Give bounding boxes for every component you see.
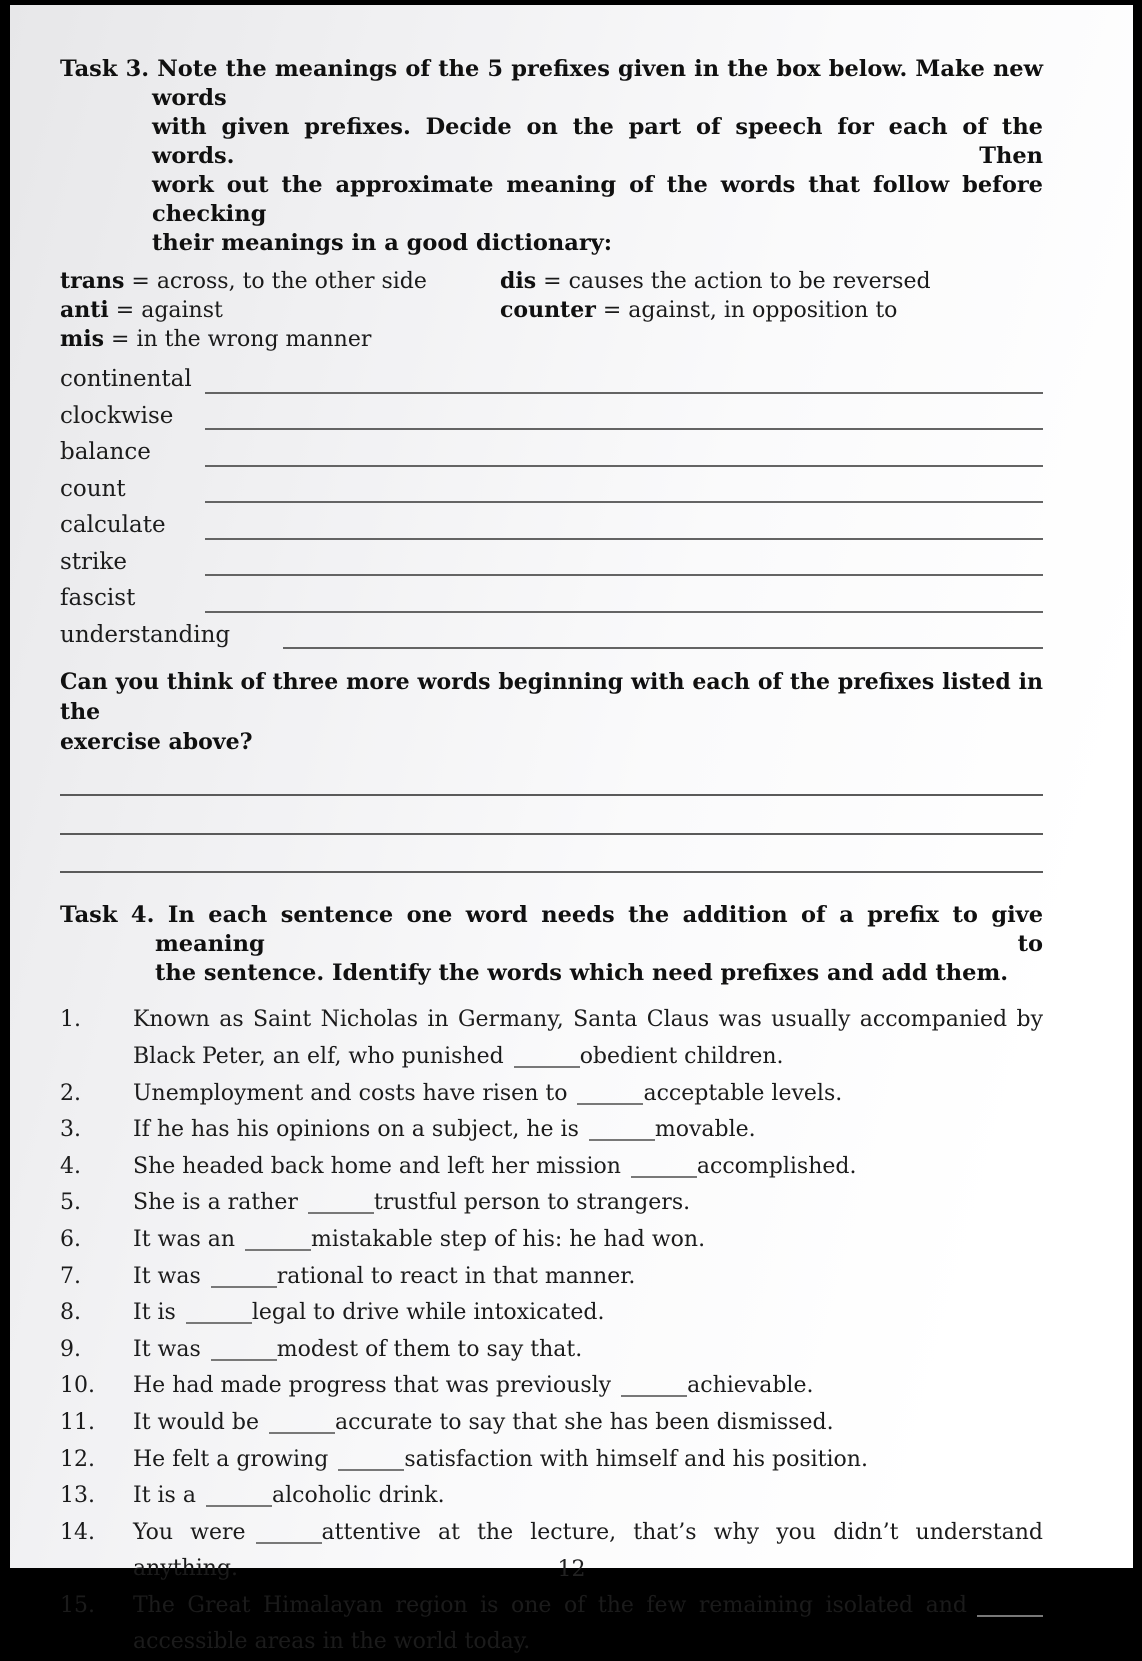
sentence-line: [133, 1039, 1043, 1076]
sentence-body: [133, 1588, 1043, 1661]
sentence-text: The Great Himalayan region is one of the few remaining isolated and: [133, 1592, 967, 1618]
word-row: [60, 435, 1043, 472]
item-number: 1.: [60, 1007, 81, 1033]
answer-blank: [211, 1359, 277, 1361]
write-line: [205, 574, 1043, 576]
prefix-definition: [60, 296, 500, 325]
sentence-line: [133, 1551, 1043, 1588]
prefix-definition: [60, 325, 500, 354]
instruction-text: work out the approximate meaning of the words that follow before checking: [152, 172, 1043, 227]
prefix-definition: [60, 267, 500, 296]
write-line: [205, 392, 1043, 394]
sentence-item: [60, 1295, 1043, 1332]
sentence-item: [60, 1588, 1043, 1661]
sentence-body: [133, 1515, 1043, 1588]
write-line: [205, 538, 1043, 540]
instruction-line: [60, 55, 1043, 113]
followup-line: Can you think of three more words beginning with each of the prefixes listed in the: [60, 669, 1043, 725]
sentence-text: It was: [133, 1336, 201, 1362]
word-list: [60, 362, 1043, 654]
instruction-text: the sentence. Identify the words which need prefixes and add them.: [155, 960, 1009, 987]
word-row: [60, 581, 1043, 618]
sentence-text: He had made progress that was previously: [133, 1373, 612, 1399]
sentence-body: [133, 1076, 1043, 1113]
sentence-body: [133, 1405, 1043, 1442]
task-label: Task 4.: [60, 902, 155, 929]
write-line: [205, 501, 1043, 503]
sentence-text: If he has his opinions on a subject, he is: [133, 1117, 579, 1143]
word-row: [60, 399, 1043, 436]
sentence-item: [60, 1076, 1043, 1113]
sentence-line: [133, 1368, 1043, 1405]
prefix-meaning: = causes the action to be reversed: [543, 269, 931, 294]
answer-blank: [338, 1469, 404, 1471]
base-word: clockwise: [60, 402, 174, 429]
sentence-item: [60, 1515, 1043, 1588]
sentence-line: [133, 1259, 1043, 1296]
answer-blank: [514, 1066, 580, 1068]
sentence-text: modest of them to say that.: [276, 1336, 583, 1362]
sentence-item: [60, 1478, 1043, 1515]
sentence-text: It was an: [133, 1226, 236, 1252]
answer-blank: [256, 1542, 322, 1544]
sentence-item: [60, 1442, 1043, 1479]
prefix-meaning: = across, to the other side: [131, 269, 427, 294]
sentence-text: trustful person to strangers.: [373, 1190, 691, 1216]
instruction-text: In each sentence one word needs the addition of a prefix to give meaning to: [155, 902, 1044, 958]
item-number: 3.: [60, 1117, 81, 1143]
prefix-term: dis: [500, 268, 537, 294]
sentence-item: [60, 1405, 1043, 1442]
item-number: 11.: [60, 1409, 95, 1435]
sentence-line: [133, 1149, 1043, 1186]
sentence-line: [133, 1076, 1043, 1113]
sentence-text: achievable.: [687, 1373, 814, 1399]
write-line: [205, 465, 1043, 467]
item-number: 12.: [60, 1446, 95, 1472]
sentence-body: [133, 1368, 1043, 1405]
prefix-column-left: [60, 267, 500, 354]
sentence-line: [133, 1588, 1043, 1625]
item-number: 10.: [60, 1373, 95, 1399]
page: [10, 5, 1133, 1655]
base-word: calculate: [60, 512, 166, 538]
page-number: 12: [557, 1557, 586, 1582]
task3-heading: [60, 55, 1043, 258]
write-line: [283, 647, 1043, 649]
sentence-text: He felt a growing: [133, 1446, 329, 1472]
sentence-item: [60, 1222, 1043, 1259]
write-line: [205, 611, 1043, 613]
answer-blank: [206, 1505, 272, 1507]
prefix-meaning: = against: [115, 298, 223, 323]
word-row: [60, 618, 1043, 655]
instruction-line: [152, 229, 1043, 258]
prefix-meaning: = in the wrong manner: [111, 327, 372, 352]
prefix-term: anti: [60, 297, 109, 323]
word-row: [60, 508, 1043, 545]
sentence-text: accurate to say that she has been dismissed.: [334, 1409, 834, 1435]
sentence-text: satisfaction with himself and his position.: [404, 1446, 868, 1472]
sentence-text: obedient children.: [579, 1043, 784, 1069]
sentence-line: [133, 1478, 1043, 1515]
base-word: continental: [60, 366, 192, 392]
sentence-body: [133, 1332, 1043, 1369]
sentence-line: [133, 1515, 1043, 1552]
sentence-text: acceptable levels.: [643, 1080, 843, 1106]
instruction-line: [155, 959, 1043, 988]
answer-blank: [631, 1176, 697, 1178]
sentence-text: mistakable step of his: he had won.: [311, 1226, 706, 1252]
sentence-text: She headed back home and left her mission: [133, 1153, 621, 1179]
page-content: [10, 5, 1133, 1661]
prefix-term: trans: [60, 268, 125, 294]
sentence-line: [133, 1332, 1043, 1369]
sentence-item: [60, 1185, 1043, 1222]
base-word: strike: [60, 548, 127, 575]
sentence-body: [133, 1112, 1043, 1149]
task4-sentence-list: [60, 1002, 1043, 1661]
followup-line: exercise above?: [60, 729, 253, 755]
sentence-item: [60, 1259, 1043, 1296]
sentence-line: [133, 1112, 1043, 1149]
write-line: [205, 428, 1043, 430]
sentence-line: [133, 1624, 1043, 1661]
instruction-line: [60, 901, 1044, 959]
base-word: understanding: [60, 621, 231, 648]
sentence-text: rational to react in that manner.: [276, 1263, 636, 1289]
answer-blank: [308, 1212, 374, 1214]
base-word: balance: [60, 439, 151, 465]
item-number: 13.: [60, 1483, 95, 1509]
sentence-body: [133, 1295, 1043, 1332]
answer-blank: [577, 1103, 643, 1105]
item-number: 15.: [60, 1592, 95, 1618]
item-number: 5.: [60, 1190, 81, 1216]
answer-blank: [621, 1395, 687, 1397]
sentence-text: She is a rather: [133, 1190, 298, 1216]
sentence-text: It was: [133, 1263, 201, 1289]
sentence-line: [133, 1002, 1043, 1039]
answer-write-line: [60, 835, 1043, 874]
sentence-text: movable.: [654, 1117, 756, 1143]
sentence-line: [133, 1442, 1043, 1479]
prefix-definition: [500, 267, 1043, 296]
sentence-text: accomplished.: [696, 1153, 857, 1179]
word-row: [60, 472, 1043, 509]
sentence-body: [133, 1222, 1043, 1259]
answer-blank: [977, 1615, 1043, 1617]
sentence-text: accessible areas in the world today.: [133, 1629, 531, 1655]
prefix-definition: [500, 296, 1043, 325]
sentence-body: [133, 1185, 1043, 1222]
task-label: Task 3.: [60, 56, 150, 82]
answer-blank: [211, 1286, 277, 1288]
answer-write-line: [60, 757, 1043, 796]
sentence-text: It is a: [133, 1483, 196, 1509]
item-number: 2.: [60, 1080, 81, 1106]
sentence-text: attentive at the lecture, that’s why you didn’t understand: [321, 1519, 1043, 1545]
sentence-text: alcoholic drink.: [271, 1483, 445, 1509]
sentence-line: [133, 1295, 1043, 1332]
item-number: 7.: [60, 1263, 81, 1289]
word-row: [60, 362, 1043, 399]
prefix-definitions-box: [60, 267, 1043, 354]
sentence-text: It is: [133, 1300, 176, 1326]
item-number: 9.: [60, 1336, 81, 1362]
sentence-line: [133, 1185, 1043, 1222]
sentence-text: legal to drive while intoxicated.: [251, 1300, 605, 1326]
base-word: count: [60, 475, 126, 502]
answer-blank: [245, 1249, 311, 1251]
sentence-item: [60, 1002, 1043, 1075]
sentence-item: [60, 1368, 1043, 1405]
sentence-text: Unemployment and costs have risen to: [133, 1080, 568, 1106]
followup-question: [60, 667, 1043, 757]
instruction-text: with given prefixes. Decide on the part of speech for each of the words. Then: [152, 114, 1043, 169]
sentence-text: Black Peter, an elf, who punished: [133, 1043, 504, 1069]
sentence-body: [133, 1442, 1043, 1479]
task4-heading: [60, 901, 1043, 988]
item-number: 14.: [60, 1519, 95, 1545]
sentence-body: [133, 1149, 1043, 1186]
item-number: 4.: [60, 1153, 81, 1179]
sentence-item: [60, 1149, 1043, 1186]
word-row: [60, 545, 1043, 582]
prefix-column-right: [500, 267, 1043, 354]
answer-blank: [186, 1322, 252, 1324]
sentence-line: [133, 1405, 1043, 1442]
sentence-item: [60, 1332, 1043, 1369]
sentence-text: anything.: [133, 1556, 239, 1582]
sentence-text: You were: [133, 1519, 246, 1545]
answer-lines: [60, 757, 1043, 873]
instruction-text: their meanings in a good dictionary:: [152, 230, 613, 256]
instruction-text: Note the meanings of the 5 prefixes given in the box below. Make new words: [152, 56, 1043, 111]
instruction-line: [152, 113, 1043, 171]
answer-blank: [589, 1139, 655, 1141]
prefix-meaning: = against, in opposition to: [602, 298, 898, 323]
sentence-text: Known as Saint Nicholas in Germany, Santa Claus was usually accompanied by: [133, 1007, 1043, 1033]
instruction-line: [152, 171, 1043, 229]
answer-write-line: [60, 796, 1043, 835]
sentence-body: [133, 1478, 1043, 1515]
sentence-item: [60, 1112, 1043, 1149]
item-number: 8.: [60, 1300, 81, 1326]
prefix-term: counter: [500, 297, 596, 323]
item-number: 6.: [60, 1226, 81, 1252]
prefix-term: mis: [60, 326, 105, 352]
sentence-body: [133, 1002, 1043, 1075]
sentence-line: [133, 1222, 1043, 1259]
answer-blank: [269, 1432, 335, 1434]
sentence-body: [133, 1259, 1043, 1296]
base-word: fascist: [60, 585, 136, 611]
sentence-text: It would be: [133, 1409, 259, 1435]
